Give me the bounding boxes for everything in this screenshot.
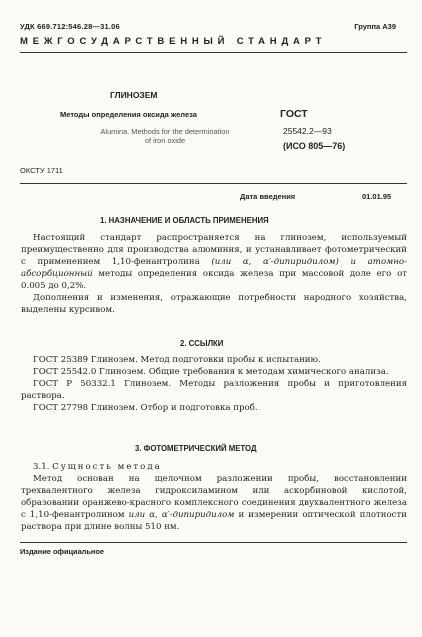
document-title: ГЛИНОЗЕМ: [110, 90, 158, 100]
section-1-text-italic: (или α, α′-дипиридилом) и атомно-абсорбционный: [21, 257, 407, 279]
section-2-heading: 2. ССЫЛКИ: [180, 339, 224, 348]
reference-item: ГОСТ 25389 Глинозем. Метод подготовки пробы к испытанию.: [33, 355, 321, 365]
section-1-paragraph-2: Дополнения и изменения, отражающие потребности народного хозяйства, выделены курсивом.: [21, 293, 407, 315]
section-1-heading: 1. НАЗНАЧЕНИЕ И ОБЛАСТЬ ПРИМЕНЕНИЯ: [100, 216, 269, 225]
subsection-number: 3.1.: [33, 462, 50, 472]
reference-item: ГОСТ Р 50332.1 Глинозем. Методы разложения пробы и приготовления раствора.: [21, 379, 407, 401]
section-1-text-a: Настоящий стандарт распространяется на глинозем, используемый преимущественно для производства алюминия, и устанавливает фотометрический с применением 1,10-фенантролина: [21, 233, 407, 267]
english-title-line-1: Alumina. Methods for the determination: [100, 127, 230, 136]
section-3-body: [21, 461, 407, 533]
section-2-body: [21, 354, 407, 414]
footer-rule: [20, 542, 407, 543]
section-1-body: [21, 232, 407, 316]
reference-item: ГОСТ 27798 Глинозем. Отбор и подготовка проб.: [33, 403, 258, 413]
title-rule: [20, 183, 407, 184]
document-subtitle: Методы определения оксида железа: [60, 110, 197, 119]
iso-number: (ИСО 805—76): [283, 141, 346, 151]
date-label: Дата введения: [240, 192, 296, 201]
header-rule: [20, 52, 407, 53]
footer-edition: Издание официальное: [20, 547, 105, 556]
gost-number: 25542.2—93: [283, 126, 332, 136]
section-3-heading: 3. ФОТОМЕТРИЧЕСКИЙ МЕТОД: [135, 444, 257, 453]
section-1-text-c: методы определения оксида железа при массовой доле его от 0.005 до 0,2%.: [21, 269, 407, 291]
section-3-text-c: и измерении оптической плотности раствора при длине волны 510 нм.: [21, 510, 407, 532]
subsection-3-1-title: [21, 461, 407, 473]
okstu-code: ОКСТУ 1711: [20, 166, 63, 175]
section-3-text-italic: или α, α′-дипиридилом: [128, 510, 235, 520]
group-code: Группа А39: [354, 22, 396, 31]
english-title-line-2: of iron oxide: [144, 136, 186, 145]
section-1-paragraph-1: [21, 232, 407, 292]
subsection-title: Сущность метода: [52, 462, 162, 472]
english-title: [70, 127, 260, 145]
standard-type: МЕЖГОСУДАРСТВЕННЫЙ СТАНДАРТ: [20, 36, 327, 47]
date-value: 01.01.95: [362, 192, 392, 201]
gost-label: ГОСТ: [280, 108, 308, 120]
udk-code: УДК 669.712:546.28—31.06: [20, 22, 120, 31]
section-3-text-a: Метод основан на щелочном разложении пробы, восстановлении трехвалентного железа гидроксиламином или аскорбиновой кислотой, образовании оранжево-красного комплексного соединения двухвалентного железа с 1,10-фенантролином: [21, 474, 407, 520]
section-3-paragraph: [21, 473, 407, 533]
reference-item: ГОСТ 25542.0 Глинозем. Общие требования к методам химического анализа.: [33, 367, 389, 377]
